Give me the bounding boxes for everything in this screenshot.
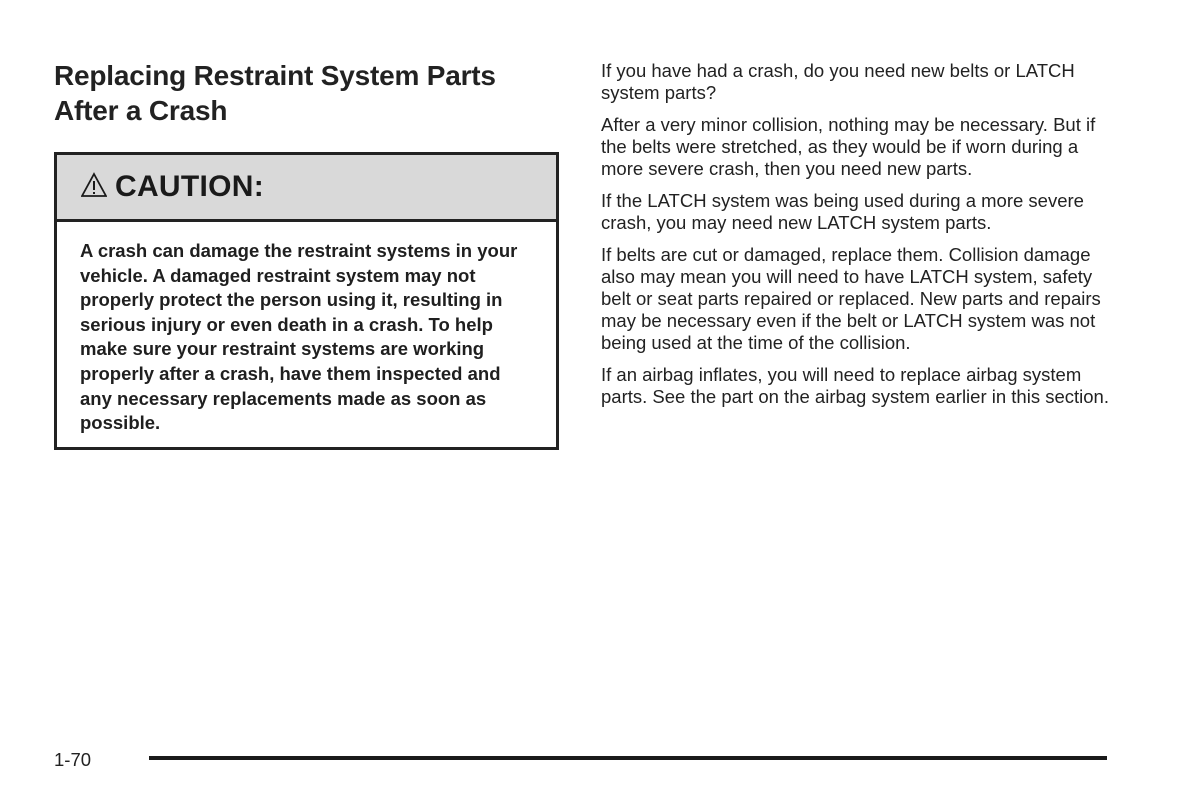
footer-rule [149,756,1107,760]
caution-body-text: A crash can damage the restraint systems in your vehicle. A damaged restraint system may not properly protect the person using it, resulting in serious injury or even death in a crash. To help make sure your restraint systems are working properly after a crash, have them inspected and any necessary replacements made as soon as possible. [80,240,518,434]
left-column [54,58,559,434]
paragraph-question: If you have had a crash, do you need new belts or LATCH system parts? [601,60,1075,103]
paragraph-belts-damaged: If belts are cut or damaged, replace them. Collision damage also may mean you will need to have LATCH system, safety belt or seat parts repaired or replaced. New parts and repairs may be necessary even if the belt or LATCH system was not being used at the time of the collision. [601,244,1101,353]
paragraph-airbag: If an airbag inflates, you will need to replace airbag system parts. See the part on the airbag system earlier in this section. [601,364,1109,407]
paragraph-latch: If the LATCH system was being used during a more severe crash, you may need new LATCH system parts. [601,190,1084,233]
right-column [601,60,1121,418]
section-title-line-2: After a Crash [54,95,228,126]
page-number: 1-70 [54,749,92,770]
caution-box [54,152,559,450]
paragraph-minor-collision: After a very minor collision, nothing may be necessary. But if the belts were stretched, as they would be if worn during a more severe crash, then you need new parts. [601,114,1096,179]
caution-header [57,155,556,222]
section-title-line-1: Replacing Restraint System Parts [54,60,496,91]
caution-label: CAUTION: [115,170,265,203]
warning-triangle-icon [81,172,107,198]
section-title [54,58,559,128]
